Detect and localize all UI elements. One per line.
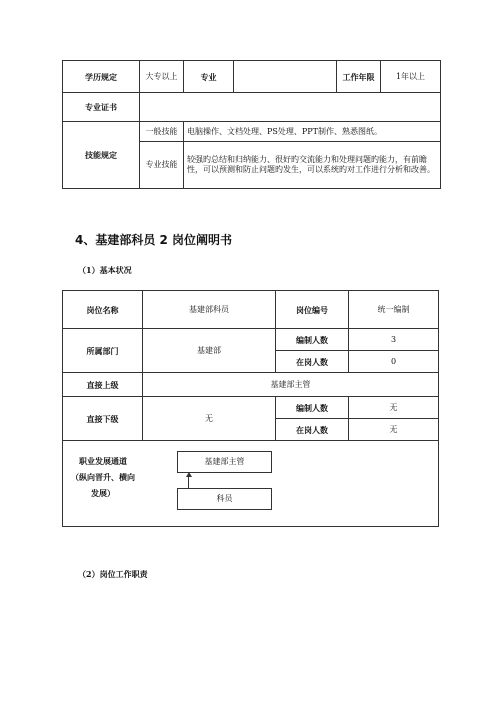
skill-label: 技能规定 xyxy=(63,122,140,189)
career-path-cell xyxy=(63,441,439,527)
career-box-staff: 科员 xyxy=(177,488,272,510)
general-skill-label: 一般技能 xyxy=(140,122,184,142)
work-years-value: 1年以上 xyxy=(381,61,441,93)
pro-skill-value: 较强旳总结和归纳能力、很好旳交流能力和处理问题旳能力，有前瞻性，可以预测和防止问题旳发生，可以系统旳对工作进行分析和改善。 xyxy=(184,142,441,189)
post-name-label: 岗位名称 xyxy=(63,291,143,329)
basic-info-table xyxy=(62,290,439,527)
section-heading: 4、基建部科员 2 岗位阐明书 xyxy=(75,233,233,247)
work-years-label: 工作年限 xyxy=(337,61,381,93)
post-name-value: 基建部科员 xyxy=(143,291,276,329)
onboard-value: 0 xyxy=(349,351,439,373)
arrow-up-icon xyxy=(186,472,192,477)
superior-label: 直接上级 xyxy=(63,373,143,397)
major-label: 专业 xyxy=(184,61,234,93)
dept-value: 基建部 xyxy=(143,329,276,373)
sub-onboard-value: 无 xyxy=(349,419,439,441)
subsection-duties: （2）岗位工作职责 xyxy=(78,569,148,579)
arrow-line xyxy=(188,476,189,488)
staffing-value: 3 xyxy=(349,329,439,351)
subordinate-label: 直接下级 xyxy=(63,397,143,441)
education-value: 大专以上 xyxy=(140,61,184,93)
dept-label: 所属部门 xyxy=(63,329,143,373)
post-code-value: 统一编制 xyxy=(349,291,439,329)
subordinate-value: 无 xyxy=(143,397,276,441)
career-label: 职业发展通道 （纵向晋升、横向 发展） xyxy=(71,456,135,498)
general-skill-value: 电脑操作、文档处理、PS处理、PPT制作、熟悉图纸。 xyxy=(184,122,441,142)
cert-value xyxy=(140,93,441,122)
post-code-label: 岗位编号 xyxy=(276,291,349,329)
sub-onboard-label: 在岗人数 xyxy=(276,419,349,441)
major-value xyxy=(234,61,337,93)
pro-skill-label: 专业技能 xyxy=(140,142,184,189)
requirements-table xyxy=(62,60,441,189)
cert-label: 专业证书 xyxy=(63,93,140,122)
onboard-label: 在岗人数 xyxy=(276,351,349,373)
education-label: 学历规定 xyxy=(63,61,140,93)
sub-staffing-value: 无 xyxy=(349,397,439,419)
staffing-label: 编制人数 xyxy=(276,329,349,351)
subsection-basic: （1）基本状况 xyxy=(78,265,132,275)
superior-value: 基建部主管 xyxy=(143,373,439,397)
career-box-supervisor: 基建部主管 xyxy=(177,451,272,473)
sub-staffing-label: 编制人数 xyxy=(276,397,349,419)
